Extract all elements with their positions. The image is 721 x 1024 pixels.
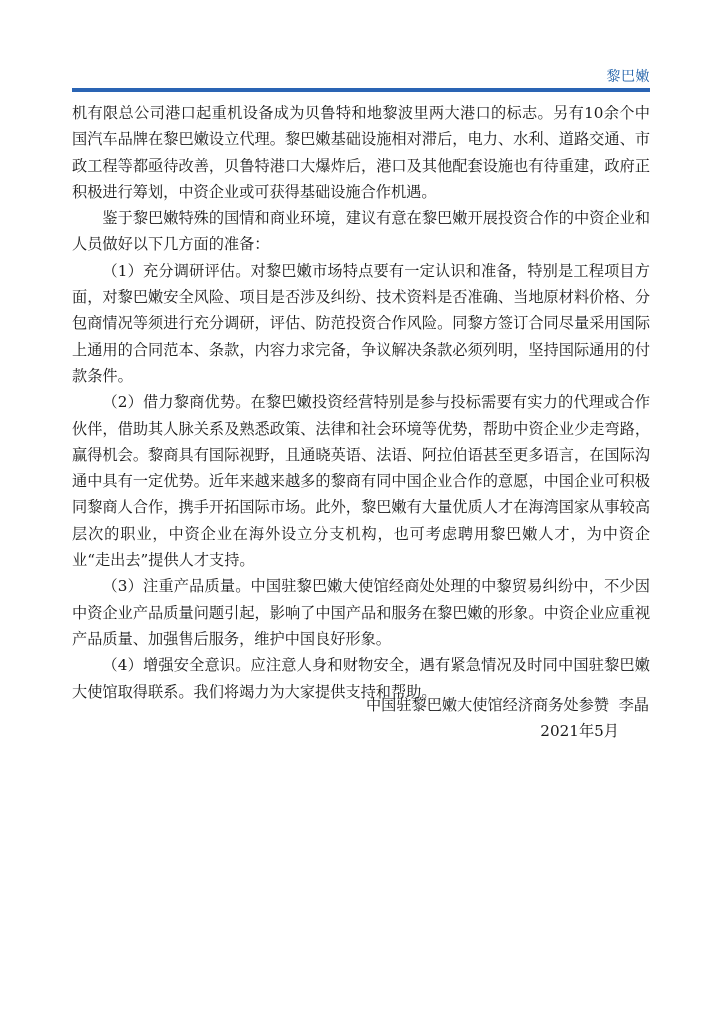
paragraph: （1）充分调研评估。对黎巴嫩市场特点要有一定认识和准备，特别是工程项目方面，对黎巴嫩安全风险、项目是否涉及纠纷、技术资料是否准确、当地原材料价格、分包商情况等须进行充分调研，评估、防范投资合作风险。同黎方签订合同尽量采用国际上通用的合同范本、条款，内容力求完备，争议解决条款必须列明，坚持国际通用的付款条件。 <box>72 261 650 385</box>
body-text <box>72 100 650 705</box>
paragraph: （3）注重产品质量。中国驻黎巴嫩大使馆经商处处理的中黎贸易纠纷中，不少因中资企业产品质量问题引起，影响了中国产品和服务在黎巴嫩的形象。中资企业应重视产品质量、加强售后服务，维护中国良好形象。 <box>72 577 650 648</box>
page-header <box>72 58 650 90</box>
paragraph: （2）借力黎商优势。在黎巴嫩投资经营特别是参与投标需要有实力的代理或合作伙伴，借助其人脉关系及熟悉政策、法律和社会环境等优势，帮助中资企业少走弯路，赢得机会。黎商具有国际视野，且通晓英语、法语、阿拉伯语甚至更多语言，在国际沟通中具有一定优势。近年来越来越多的黎商有同中国企业合作的意愿，中国企业可积极同黎商人合作，携手开拓国际市场。此外，黎巴嫩有大量优质人才在海湾国家从事较高层次的职业，中资企业在海外设立分支机构，也可考虑聘用黎巴嫩人才，为中资企业“走出去”提供人才支持。 <box>72 393 650 570</box>
header-title: 黎巴嫩 <box>606 69 650 85</box>
signature-block <box>366 692 649 744</box>
header-rule <box>72 88 650 92</box>
paragraph: （4）增强安全意识。应注意人身和财物安全，遇有紧急情况及时同中国驻黎巴嫩大使馆取得联系。我们将竭力为大家提供支持和帮助。 <box>72 656 650 701</box>
signature-author: 中国驻黎巴嫩大使馆经济商务处参赞 李晶 <box>365 696 649 714</box>
paragraph: 鉴于黎巴嫩特殊的国情和商业环境，建议有意在黎巴嫩开展投资合作的中资企业和人员做好以下几方面的准备： <box>72 209 650 254</box>
paragraph: 机有限总公司港口起重机设备成为贝鲁特和地黎波里两大港口的标志。另有10余个中国汽车品牌在黎巴嫩设立代理。黎巴嫩基础设施相对滞后，电力、水利、道路交通、市政工程等都亟待改善，贝鲁特港口大爆炸后，港口及其他配套设施也有待重建，政府正积极进行筹划，中资企业或可获得基础设施合作机遇。 <box>72 104 650 201</box>
signature-date: 2021年5月 <box>540 722 619 740</box>
